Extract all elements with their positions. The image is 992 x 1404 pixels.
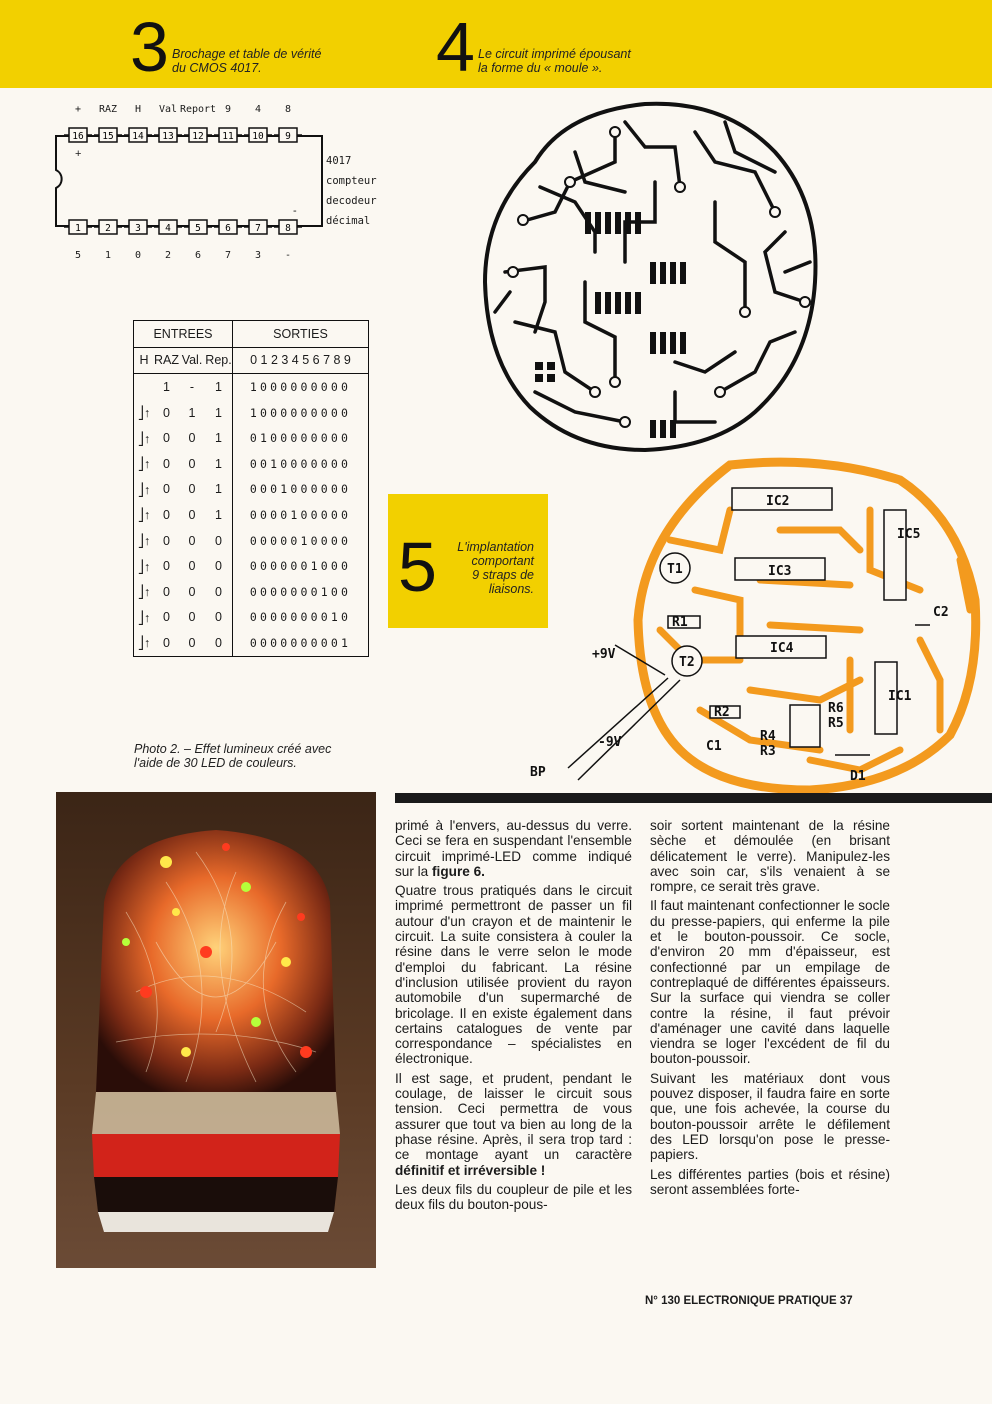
body-column-2 [650,818,890,1201]
pin-function-bottom: 5 [74,250,82,261]
truth-col-outputs: 0 1 2 3 4 5 6 7 8 9 [233,347,369,374]
truth-cell-val: 1 [188,405,196,420]
truth-col-rep: Rep. [205,347,233,374]
truth-cell-h: ⎦↑ [137,431,151,446]
truth-cell-raz: 0 [163,482,170,497]
col2-paragraph-2: Il faut maintenant confectionner le socle du presse-papiers, qui enferme la pile et le bouton-poussoir. Ce socle, d'environ 20 mm d'épaisseur, est confectionné par un empilage de contreplaqué de différentes épaisseurs. Sur la surface qui viendra se coller contre la résine, il faut prévoir d'aménager une cavité dans laquelle viendra se loger l'excédent de fil du bouton-poussoir. [650,898,890,1067]
figure-4-caption [478,47,631,75]
pin-function-bottom: 7 [224,250,232,261]
figure-4-caption-line2: la forme du « moule ». [478,61,603,75]
truth-cell-raz: 0 [163,559,170,574]
truth-cell-outputs: 0000000001 [233,630,369,656]
truth-cell-h: ⎦↑ [137,482,151,497]
label-r3: R3 [760,744,776,759]
pin-box-bottom-number: 1 [75,223,81,234]
col1-paragraph-4: Les deux fils du coupleur de pile et les deux fils du bouton-pous- [395,1181,632,1213]
truth-table-row [134,451,369,477]
truth-col-h: H [134,347,155,374]
label-ic1: IC1 [888,689,912,704]
chip-label-1: 4017 [326,155,352,167]
col1-paragraph-2: Quatre trous pratiqués dans le circuit imprimé permettront de passer un fil autour d'un crayon et de maintenir le circuit. La suite consistera à couler la résine dans le verre selon le mode d'emploi du fabricant. La résine d'inclusion utilisée provient du rayon automobile d'un supermarché de bricolage. Il en existe également dans certains catalogues de vente par correspondance – spécialistes en électronique. [395,883,632,1067]
label-r4: R4 [760,729,776,744]
truth-cell-h: ⎦↑ [137,585,151,600]
truth-cell-rep: 1 [215,405,222,420]
truth-cell-val: 0 [188,610,196,625]
truth-cell-outputs: 1000000000 [233,374,369,400]
figure-5-implantation [520,450,992,795]
truth-col-raz: RAZ [154,347,179,374]
truth-table-row [134,374,369,400]
truth-col-val: Val. [179,347,205,374]
pin-box-bottom-number: 5 [195,223,201,234]
truth-cell-raz: 0 [163,610,170,625]
pin-box-bottom-number: 8 [285,223,291,234]
label-t2: T2 [679,655,695,670]
truth-cell-h: ⎦↑ [137,508,151,523]
label-bp: BP [530,765,546,780]
pin-function-top: Val [158,104,178,115]
pin-function-top: 8 [284,104,292,115]
truth-table-row [134,579,369,605]
truth-cell-val: 0 [188,431,196,446]
pin-function-bottom: 1 [104,250,112,261]
chip-label-4: décimal [326,215,371,227]
truth-cell-val: 0 [188,584,196,599]
pin-function-top: 4 [254,104,262,115]
pin-box-top-number: 10 [252,131,264,142]
truth-table [133,320,369,657]
figure-4-number: 4 [436,8,475,86]
truth-cell-rep: 1 [215,431,222,446]
figure-5-caption-line3: 9 straps de [472,568,534,582]
col1-figure-6-ref: figure 6. [432,863,485,879]
figure-4-caption-line1: Le circuit imprimé épousant [478,47,631,61]
truth-cell-outputs: 0000000010 [233,605,369,631]
figure-5-caption-line2: comportant [471,554,534,568]
truth-cell-outputs: 0000010000 [233,528,369,554]
photo-2-caption-line1: Photo 2. – Effet lumineux créé avec [134,742,332,756]
figure-4-pcb-artwork [475,92,835,464]
truth-cell-rep: 0 [215,635,222,650]
truth-cell-outputs: 0010000000 [233,451,369,477]
pin8-minus-mark: - [293,205,297,217]
figure-3-caption [172,47,321,75]
pin-box-top-number: 15 [102,131,114,142]
truth-cell-rep: 0 [215,610,222,625]
pin-box-top-number: 13 [162,131,174,142]
truth-cell-raz: 0 [163,533,170,548]
col1-paragraph-1 [395,818,632,879]
truth-cell-outputs: 0100000000 [233,425,369,451]
truth-cell-h: ⎦↑ [137,534,151,549]
truth-cell-val: 0 [188,507,196,522]
label-plus9v: +9V [592,647,616,662]
truth-cell-h: ⎦↑ [137,457,151,472]
truth-header-inputs: ENTREES [134,321,233,348]
pin-box-bottom-number: 6 [225,223,231,234]
truth-cell-val: - [189,379,195,394]
pin-function-top: + [74,104,82,115]
truth-header-outputs: SORTIES [233,321,369,348]
truth-cell-val: 0 [188,533,196,548]
truth-table-row [134,425,369,451]
truth-cell-raz: 0 [163,405,170,420]
truth-table-row [134,502,369,528]
truth-cell-rep: 0 [215,559,222,574]
pin-box-top-number: 12 [192,131,204,142]
truth-table-row [134,605,369,631]
pin-function-bottom: - [284,250,292,261]
truth-cell-h: ⎦↑ [137,559,151,574]
truth-cell-outputs: 1000000000 [233,400,369,426]
truth-table-row [134,477,369,503]
truth-cell-rep: 1 [215,507,222,522]
page-footer: N° 130 ELECTRONIQUE PRATIQUE 37 [645,1295,853,1307]
section-rule [395,793,992,803]
truth-cell-h: ⎦↑ [137,636,151,651]
pin-function-bottom: 3 [254,250,262,261]
col2-paragraph-1: soir sortent maintenant de la résine sèche et démoulée (en brisant délicatement le verre). Manipulez-les avec soin car, s'ils venaient à se rompre, ce serait très grave. [650,818,890,895]
figure-5-caption-line4: liaisons. [488,582,534,596]
chip-label-3: decodeur [326,195,377,207]
label-ic2: IC2 [766,494,790,509]
pin-function-top: H [134,104,142,115]
truth-cell-raz: 1 [163,379,170,394]
truth-table-row [134,528,369,554]
col1-paragraph-1-text: primé à l'envers, au-dessus du verre. Ceci se fera en suspendant l'ensemble circuit imprimé-LED comme indiqué sur la [395,818,632,879]
truth-cell-raz: 0 [163,507,170,522]
photo-2-caption-line2: l'aide de 30 LED de couleurs. [134,756,297,770]
label-t1: T1 [667,562,683,577]
truth-cell-val: 0 [188,456,196,471]
truth-table-row [134,553,369,579]
truth-cell-outputs: 0001000000 [233,477,369,503]
pin-box-bottom-number: 3 [135,223,141,234]
col2-paragraph-4: Les différentes parties (bois et résine) seront assemblées forte- [650,1166,890,1197]
label-r2: R2 [714,705,730,720]
pin-box-top-number: 9 [285,131,291,142]
figure-5-caption-line1: L'implantation [457,540,534,554]
figure-3-caption-line2: du CMOS 4017. [172,61,262,75]
photo-2-caption [134,742,331,770]
truth-cell-raz: 0 [163,431,170,446]
chip-label-2: compteur [326,175,377,187]
truth-cell-raz: 0 [163,456,170,471]
truth-cell-rep: 0 [215,533,222,548]
truth-cell-outputs: 0000001000 [233,553,369,579]
truth-cell-h: ⎦↑ [137,610,151,625]
label-ic4: IC4 [770,641,794,656]
pin-box-bottom-number: 7 [255,223,261,234]
pin-box-top-number: 14 [132,131,144,142]
pin16-plus-mark: + [75,148,82,160]
pin-function-bottom: 0 [134,250,142,261]
pin-function-top: Report [179,104,217,115]
pin-box-bottom-number: 2 [105,223,111,234]
truth-cell-val: 0 [188,559,196,574]
label-ic3: IC3 [768,564,792,579]
chip-4017-outline [48,122,338,246]
pin-box-top-number: 16 [72,131,84,142]
truth-table-row [134,400,369,426]
label-minus9v: -9V [598,735,622,750]
truth-cell-rep: 1 [215,482,222,497]
truth-cell-val: 0 [188,635,196,650]
photo-2-led-paperweight [56,792,376,1268]
pin-function-bottom: 6 [194,250,202,261]
label-ic5: IC5 [897,527,921,542]
truth-cell-outputs: 0000100000 [233,502,369,528]
label-d1: D1 [850,769,866,784]
truth-cell-raz: 0 [163,635,170,650]
col1-paragraph-3-bold: définitif et irréversible ! [395,1162,546,1178]
col1-paragraph-3 [395,1071,632,1178]
truth-cell-h: ⎦↑ [137,406,151,421]
truth-cell-outputs: 0000000100 [233,579,369,605]
pin-function-top: RAZ [98,104,118,115]
pin-box-top-number: 11 [222,131,234,142]
truth-cell-rep: 0 [215,584,222,599]
label-r1: R1 [672,615,688,630]
col2-paragraph-3: Suivant les matériaux dont vous pouvez disposer, il faudra faire en sorte que, une fois achevée, la course du bouton-poussoir arrête le défilement des LED lorsqu'on pose le presse-papiers. [650,1070,890,1163]
label-r6: R6 [828,701,844,716]
truth-table-row [134,630,369,656]
figure-3-number: 3 [130,8,169,86]
truth-cell-val: 0 [188,482,196,497]
figure-3-caption-line1: Brochage et table de vérité [172,47,322,61]
figure-5-number: 5 [398,528,437,606]
label-r5: R5 [828,716,844,731]
col1-paragraph-3-text: Il est sage, et prudent, pendant le coulage, de laisser le circuit sous tension. Ceci permettra de vous assurer que tout va bien au long de la phase résine. Après, il sera trop tard : ce montage ayant un caractère [395,1070,632,1163]
truth-cell-raz: 0 [163,584,170,599]
truth-cell-h [134,374,155,400]
pin-function-top: 9 [224,104,232,115]
truth-cell-rep: 1 [215,379,222,394]
label-c1: C1 [706,739,722,754]
truth-cell-rep: 1 [215,456,222,471]
body-column-1 [395,818,632,1216]
chip-label [326,151,377,231]
label-c2: C2 [933,605,949,620]
pin-box-bottom-number: 4 [165,223,171,234]
pin-function-bottom: 2 [164,250,172,261]
